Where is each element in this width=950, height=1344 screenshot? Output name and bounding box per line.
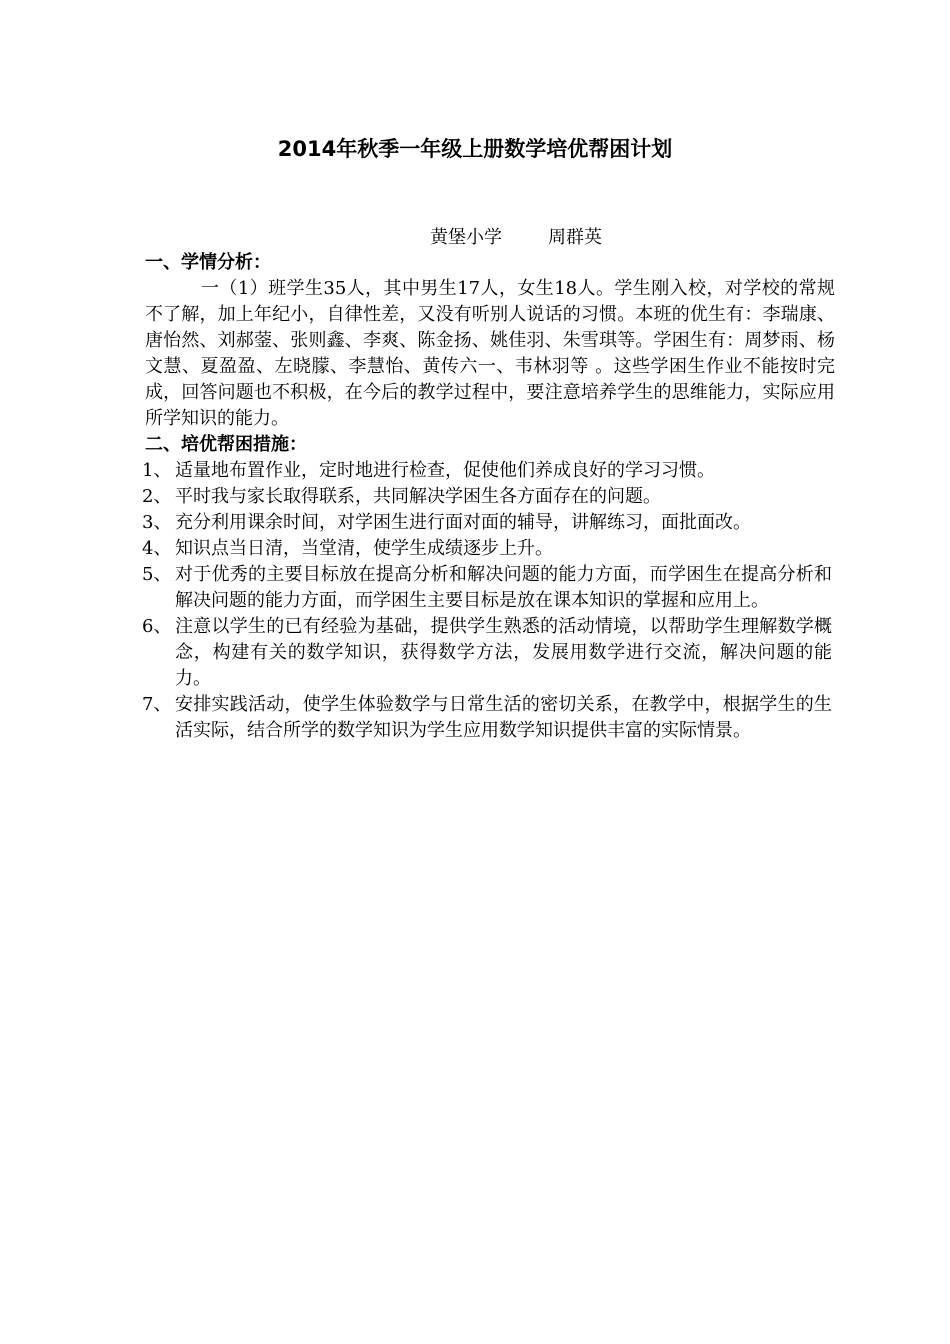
list-item-number: 5、 [142, 564, 172, 585]
list-item [142, 562, 832, 614]
list-item-text: 安排实践活动，使学生体验数学与日常生活的密切关系，在教学中，根据学生的生活实际，结合所学的数学知识为学生应用数学知识提供丰富的实际情景。 [175, 694, 832, 741]
list-item-number: 6、 [142, 616, 172, 637]
list-item [142, 484, 832, 510]
author-line [430, 225, 602, 251]
list-item-text: 注意以学生的已有经验为基础，提供学生熟悉的活动情境，以帮助学生理解数学概念，构建有关的数学知识，获得数学方法，发展用数学进行交流，解决问题的能力。 [175, 616, 832, 689]
list-item-text: 充分利用课余时间，对学困生进行面对面的辅导，讲解练习，面批面改。 [175, 512, 751, 533]
document-title: 2014年秋季一年级上册数学培优帮困计划 [277, 137, 673, 161]
measures-list [142, 458, 832, 744]
list-item [142, 692, 832, 744]
school-name: 黄堡小学 [430, 227, 502, 248]
list-item-number: 1、 [142, 460, 172, 481]
list-item-number: 3、 [142, 512, 172, 533]
list-item-text: 平时我与家长取得联系，共同解决学困生各方面存在的问题。 [175, 486, 661, 507]
list-item-text: 适量地布置作业，定时地进行检查，促使他们养成良好的学习习惯。 [175, 460, 715, 481]
list-item-text: 知识点当日清，当堂清，使学生成绩逐步上升。 [175, 538, 553, 559]
analysis-paragraph: 一（1）班学生35人，其中男生17人，女生18人。学生刚入校，对学校的常规不了解，加上年纪小，自律性差，又没有听别人说话的习惯。本班的优生有：李瑞康、唐怡然、刘郝蓥、张则鑫、李爽、陈金扬、姚佳羽、朱雪琪等。学困生有：周梦雨、杨文慧、夏盈盈、左晓朦、李慧怡、黄传六一、韦林羽等 。这些学困生作业不能按时完成，回答问题也不积极，在今后的教学过程中，要注意培养学生的思维能力，实际应用所学知识的能力。 [145, 278, 835, 429]
teacher-name: 周群英 [548, 227, 602, 248]
list-item [142, 458, 832, 484]
list-item-text: 对于优秀的主要目标放在提高分析和解决问题的能力方面，而学困生在提高分析和解决问题的能力方面，而学困生主要目标是放在课本知识的掌握和应用上。 [175, 564, 832, 611]
list-item [142, 536, 832, 562]
list-item [142, 510, 832, 536]
list-item-number: 4、 [142, 538, 172, 559]
list-item [142, 614, 832, 692]
list-item-number: 7、 [142, 694, 172, 715]
section-heading-analysis: 一、学情分析： [145, 252, 271, 273]
section-heading-measures: 二、培优帮困措施： [145, 434, 307, 455]
list-item-number: 2、 [142, 486, 172, 507]
document-body [142, 250, 835, 744]
